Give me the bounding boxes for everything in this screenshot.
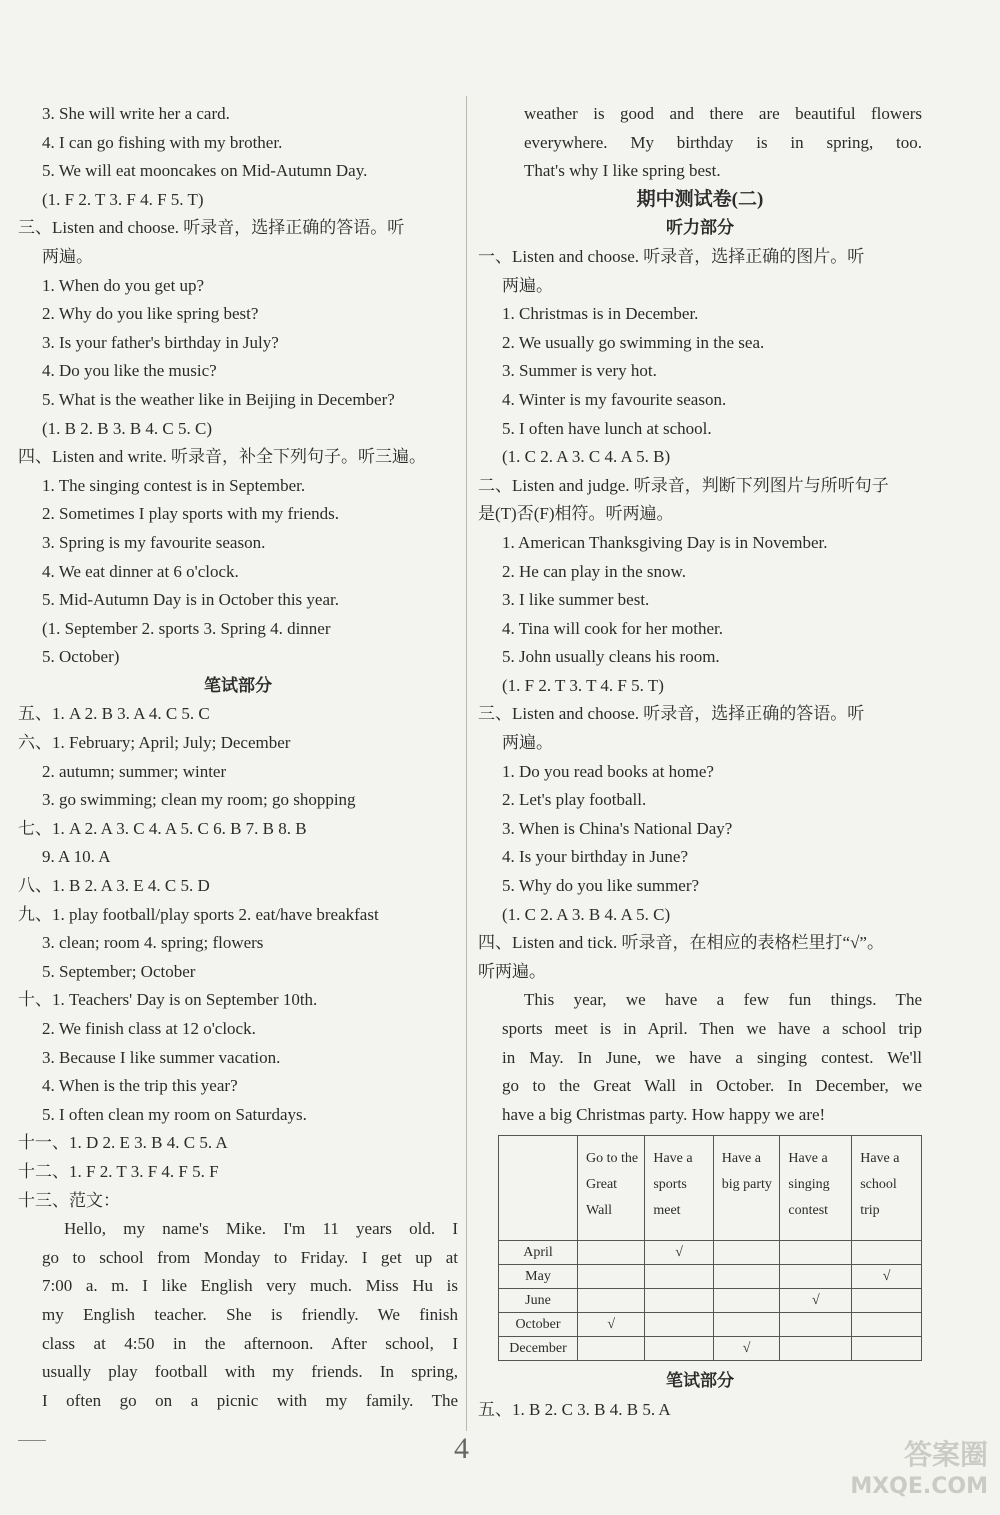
left-line: 5. We will eat mooncakes on Mid-Autumn Day. — [42, 161, 368, 181]
left-line: 八、1. B 2. A 3. E 4. C 5. D — [18, 876, 210, 896]
watermark-logo — [850, 1439, 988, 1503]
right-bottom-line: 五、1. B 2. C 3. B 4. B 5. A — [478, 1399, 671, 1419]
right-top-line: 是(T)否(F)相符。听两遍。 — [478, 504, 674, 524]
table-cell: √ — [645, 1241, 713, 1265]
table-header-cell: Have a school trip — [852, 1136, 922, 1241]
right-top-line: 2. Let's play football. — [502, 790, 647, 810]
left-line: 2. We finish class at 12 o'clock. — [42, 1019, 256, 1038]
right-top-line: 期中测试卷(二) — [636, 188, 764, 210]
right-top-line: 听两遍。 — [478, 961, 546, 981]
right-top-line: 两遍。 — [502, 733, 553, 753]
left-line: 4. When is the trip this year? — [42, 1076, 238, 1096]
table-cell — [713, 1313, 780, 1337]
left-line: (1. September 2. sports 3. Spring 4. dinner — [42, 618, 331, 638]
left-line: 5. I often clean my room on Saturdays. — [42, 1104, 307, 1124]
right-top-line: 4. Tina will cook for her mother. — [502, 618, 723, 638]
right-column — [478, 100, 922, 1425]
right-top-line: 2. He can play in the snow. — [502, 561, 686, 581]
left-line: 7:00 a. m. I like English very much. Miss Hu is — [42, 1276, 458, 1296]
left-line: 3. clean; room 4. spring; flowers — [42, 933, 264, 953]
left-line: 十、1. Teachers' Day is on September 10th. — [18, 990, 318, 1010]
right-top-line: (1. C 2. A 3. C 4. A 5. B) — [502, 447, 671, 467]
column-divider — [466, 96, 467, 1431]
left-line: 9. A 10. A — [42, 847, 111, 867]
left-line: 5. Mid-Autumn Day is in October this year. — [42, 590, 339, 610]
right-top-line: 三、Listen and choose. 听录音，选择正确的答语。听 — [478, 704, 865, 724]
left-line: 3. Is your father's birthday in July? — [42, 332, 279, 352]
table-cell — [852, 1241, 922, 1265]
left-line: 1. When do you get up? — [42, 275, 205, 295]
right-top-line: go to the Great Wall in October. In December, we — [502, 1076, 922, 1096]
right-top-line: have a big Christmas party. How happy we are! — [502, 1104, 826, 1124]
table-cell: √ — [780, 1289, 852, 1313]
left-line: (1. B 2. B 3. B 4. C 5. C) — [42, 418, 213, 438]
left-line: usually play football with my friends. In spring, — [42, 1362, 458, 1382]
left-line: 5. October) — [42, 647, 120, 667]
table-cell — [577, 1337, 644, 1361]
right-top-line: 二、Listen and judge. 听录音，判断下列图片与所听句子 — [478, 475, 889, 495]
left-line: 5. What is the weather like in Beijing in December? — [42, 389, 395, 409]
table-cell — [780, 1265, 852, 1289]
right-top-line: 两遍。 — [502, 275, 553, 295]
left-line: 七、1. A 2. A 3. C 4. A 5. C 6. B 7. B 8. B — [18, 818, 307, 838]
table-cell — [713, 1241, 780, 1265]
table-corner-cell — [499, 1136, 578, 1241]
table-row-label: June — [499, 1289, 578, 1313]
handwritten-page-mark: 4 — [454, 1432, 469, 1465]
left-line: 十一、1. D 2. E 3. B 4. C 5. A — [18, 1133, 228, 1153]
table-row — [499, 1265, 922, 1289]
left-line: 5. September; October — [42, 961, 196, 981]
table-cell — [713, 1265, 780, 1289]
left-line: 笔试部分 — [204, 675, 272, 695]
right-top-line: 1. Do you read books at home? — [502, 761, 714, 781]
table-cell — [780, 1241, 852, 1265]
left-column — [18, 100, 458, 1415]
table-cell — [577, 1241, 644, 1265]
right-top-line: 5. I often have lunch at school. — [502, 418, 712, 438]
table-cell — [577, 1265, 644, 1289]
table-cell — [852, 1313, 922, 1337]
table-cell: √ — [852, 1265, 922, 1289]
right-top-line: 1. Christmas is in December. — [502, 304, 699, 324]
table-cell — [852, 1337, 922, 1361]
left-line: 十三、范文： — [18, 1190, 120, 1210]
table-cell — [645, 1265, 713, 1289]
left-line: 2. Sometimes I play sports with my friends. — [42, 504, 340, 524]
left-line: 3. Spring is my favourite season. — [42, 532, 266, 552]
right-top-line: 3. I like summer best. — [502, 590, 650, 610]
table-header-cell: Have a sports meet — [645, 1136, 713, 1241]
table-cell — [645, 1313, 713, 1337]
right-top-line: 4. Is your birthday in June? — [502, 847, 689, 867]
left-line: 1. The singing contest is in September. — [42, 475, 306, 495]
table-cell — [852, 1289, 922, 1313]
right-top-line: weather is good and there are beautiful flowers — [524, 104, 922, 123]
right-bottom-text — [478, 1367, 922, 1424]
table-cell — [645, 1289, 713, 1313]
table-cell — [645, 1337, 713, 1361]
left-line: I often go on a picnic with my family. The — [42, 1390, 458, 1410]
table-row — [499, 1289, 922, 1313]
left-line: (1. F 2. T 3. F 4. F 5. T) — [42, 189, 204, 209]
tick-table — [498, 1135, 922, 1361]
left-line: 九、1. play football/play sports 2. eat/have breakfast — [18, 904, 379, 924]
table-row-label: December — [499, 1337, 578, 1361]
left-line: 六、1. February; April; July; December — [18, 733, 291, 753]
table-cell — [577, 1289, 644, 1313]
right-top-line: 四、Listen and tick. 听录音，在相应的表格栏里打“√”。 — [478, 933, 884, 953]
table-cell — [780, 1337, 852, 1361]
right-top-line: This year, we have a few fun things. The — [524, 990, 922, 1010]
left-line: 2. Why do you like spring best? — [42, 304, 259, 324]
right-top-line: (1. C 2. A 3. B 4. A 5. C) — [502, 904, 671, 924]
right-top-line: in May. In June, we have a singing contest. We'll — [502, 1047, 922, 1067]
left-line: 十二、1. F 2. T 3. F 4. F 5. F — [18, 1161, 219, 1181]
right-top-line: 一、Listen and choose. 听录音，选择正确的图片。听 — [478, 246, 865, 266]
watermark-line-2: MXQE.COM — [850, 1474, 988, 1499]
table-cell: √ — [713, 1337, 780, 1361]
left-line: 4. I can go fishing with my brother. — [42, 132, 283, 152]
table-header-cell: Go to the Great Wall — [577, 1136, 644, 1241]
table-header-cell: Have a big party — [713, 1136, 780, 1241]
right-top-line: 1. American Thanksgiving Day is in November. — [502, 532, 828, 552]
right-top-line: 3. Summer is very hot. — [502, 361, 657, 381]
table-cell — [713, 1289, 780, 1313]
left-line: 五、1. A 2. B 3. A 4. C 5. C — [18, 704, 210, 724]
left-line: 4. We eat dinner at 6 o'clock. — [42, 561, 239, 581]
left-line: 四、Listen and write. 听录音，补全下列句子。听三遍。 — [18, 447, 426, 467]
left-line: 3. She will write her a card. — [42, 104, 230, 123]
right-top-line: 听力部分 — [666, 218, 734, 238]
left-line: 4. Do you like the music? — [42, 361, 217, 381]
right-top-line: 3. When is China's National Day? — [502, 818, 733, 838]
right-top-line: 2. We usually go swimming in the sea. — [502, 332, 765, 352]
watermark-line-1: 答案圈 — [903, 1438, 988, 1471]
table-row-label: May — [499, 1265, 578, 1289]
table-row-label: April — [499, 1241, 578, 1265]
left-line: 3. go swimming; clean my room; go shopping — [42, 790, 356, 810]
right-top-text — [478, 100, 922, 1129]
table-row — [499, 1337, 922, 1361]
page-edge-mark — [18, 1440, 46, 1441]
right-bottom-line: 笔试部分 — [666, 1371, 734, 1391]
left-line: 3. Because I like summer vacation. — [42, 1047, 281, 1067]
left-line: class at 4:50 in the afternoon. After school, I — [42, 1333, 458, 1353]
table-cell: √ — [577, 1313, 644, 1337]
table-row — [499, 1313, 922, 1337]
right-top-line: 5. Why do you like summer? — [502, 876, 700, 896]
left-line: go to school from Monday to Friday. I get up at — [42, 1247, 458, 1267]
right-top-line: (1. F 2. T 3. T 4. F 5. T) — [502, 675, 664, 695]
left-line: 三、Listen and choose. 听录音，选择正确的答语。听 — [18, 218, 405, 238]
right-top-line: sports meet is in April. Then we have a school trip — [502, 1019, 922, 1038]
table-cell — [780, 1313, 852, 1337]
table-row-label: October — [499, 1313, 578, 1337]
table-header-cell: Have a singing contest — [780, 1136, 852, 1241]
right-top-line: everywhere. My birthday is in spring, too. — [524, 132, 922, 152]
right-top-line: 4. Winter is my favourite season. — [502, 389, 727, 409]
left-line: 2. autumn; summer; winter — [42, 761, 227, 781]
right-top-line: 5. John usually cleans his room. — [502, 647, 720, 667]
left-line: Hello, my name's Mike. I'm 11 years old. I — [64, 1219, 458, 1239]
table-row — [499, 1241, 922, 1265]
right-top-line: That's why I like spring best. — [524, 161, 721, 181]
left-line: 两遍。 — [42, 246, 93, 266]
left-line: my English teacher. She is friendly. We finish — [42, 1304, 458, 1324]
